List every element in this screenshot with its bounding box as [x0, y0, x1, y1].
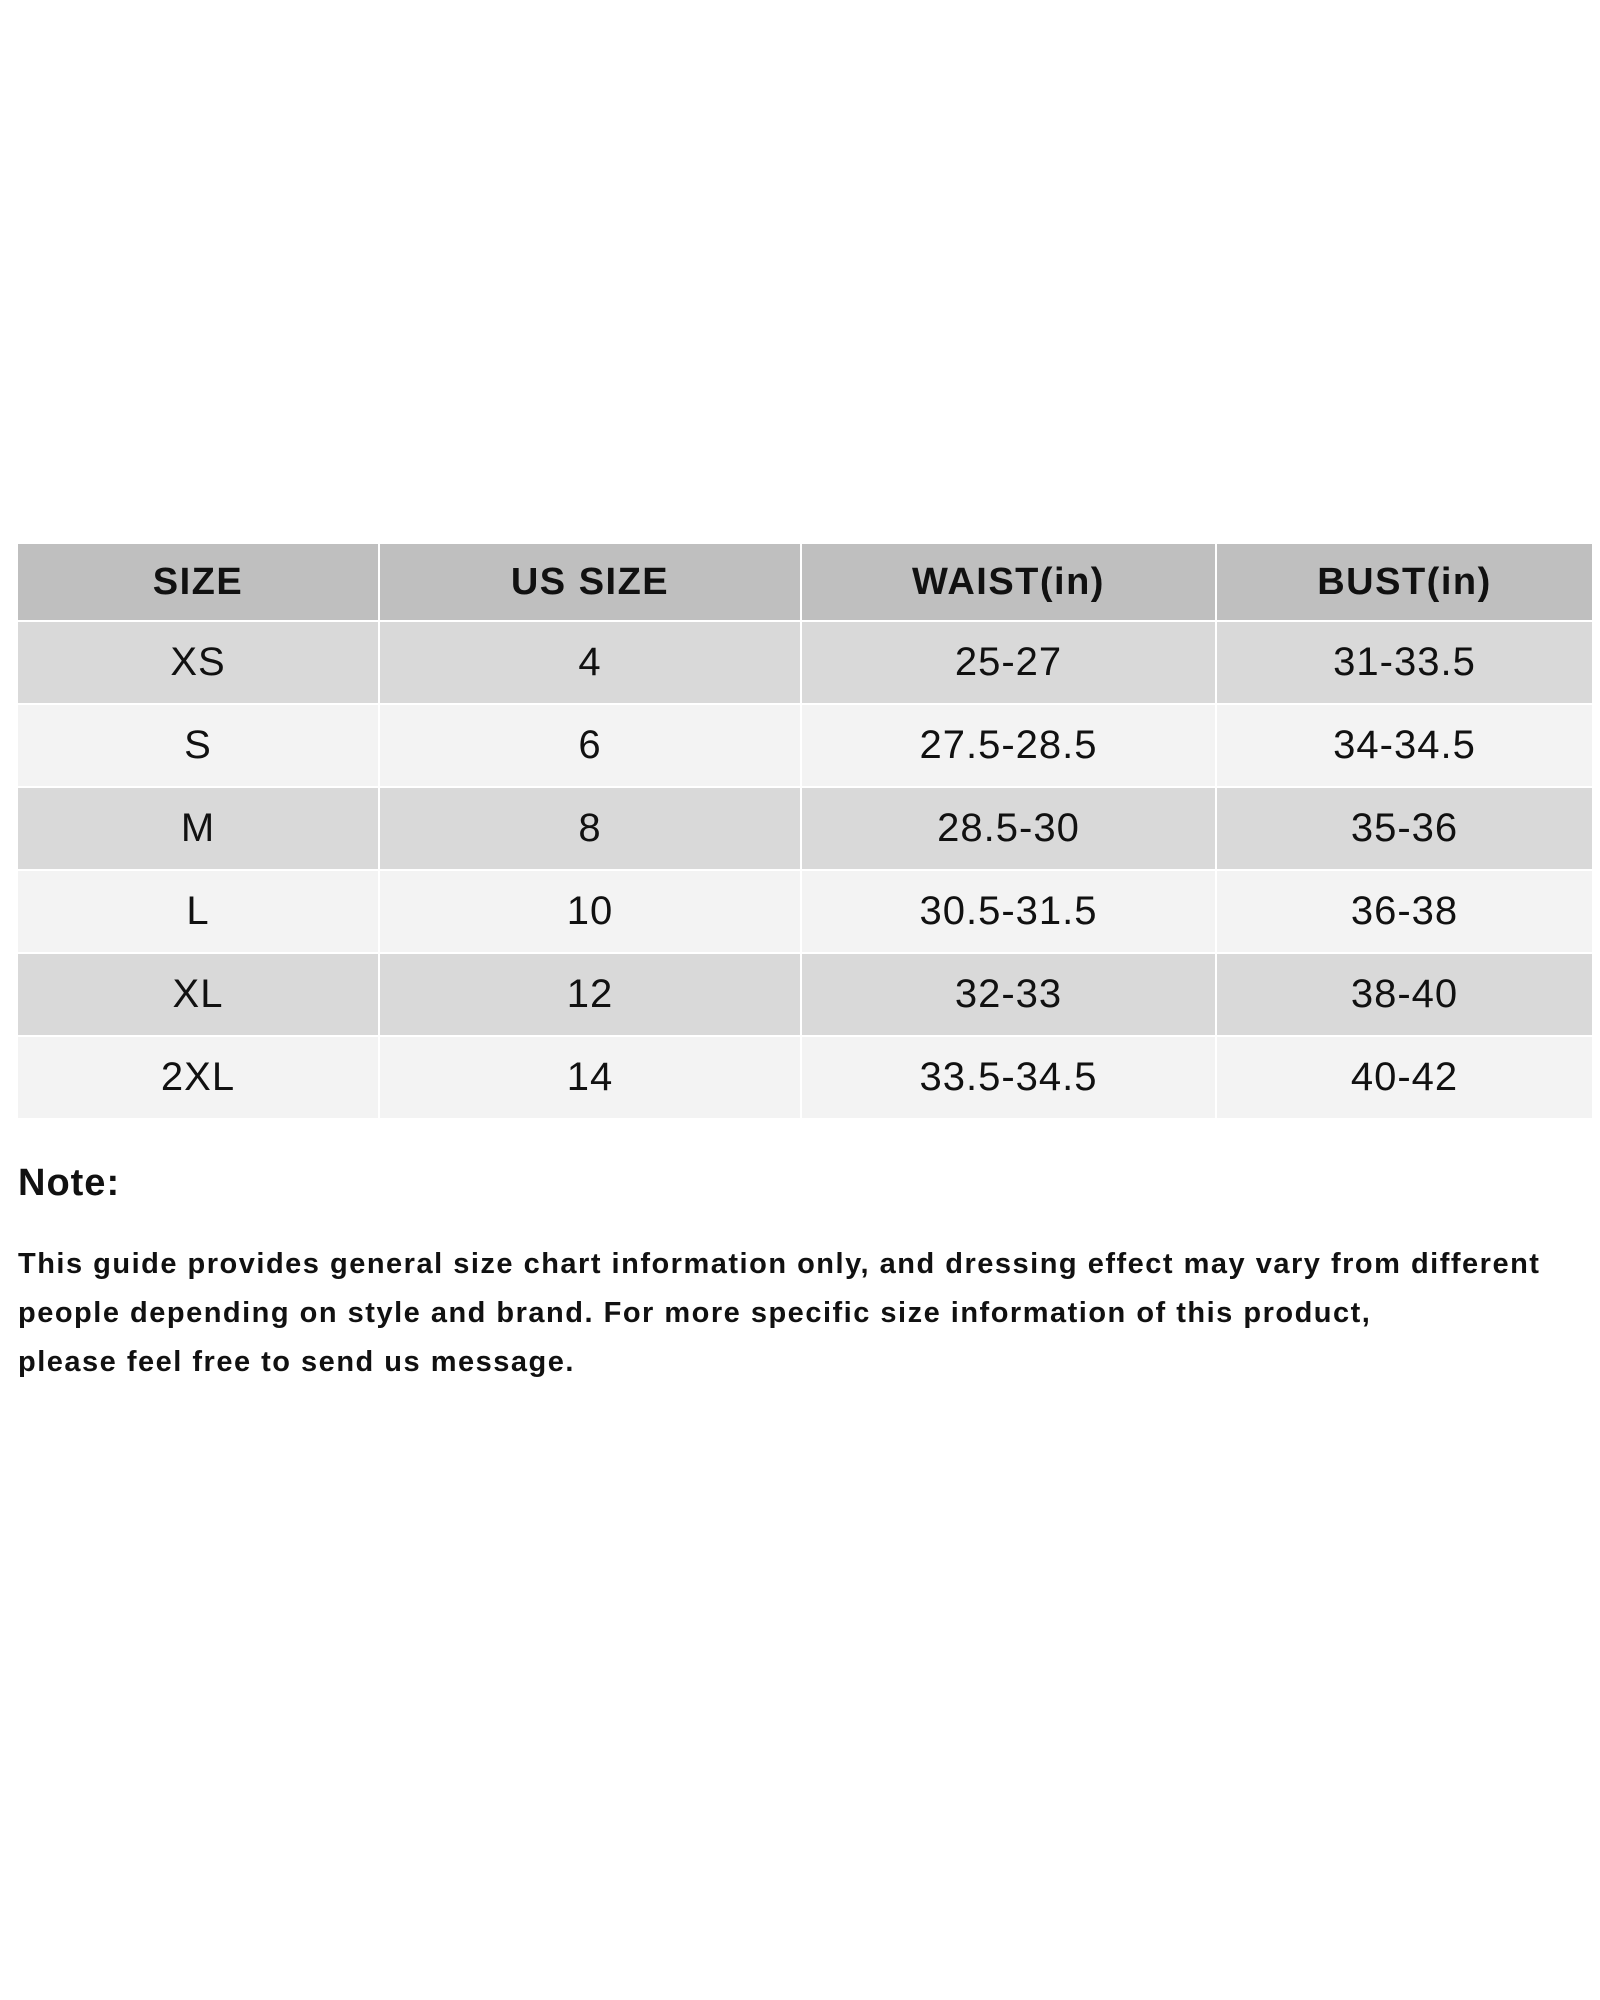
- size-chart-table: [18, 544, 1592, 1118]
- cell-us-size: 10: [379, 870, 801, 953]
- header-size: SIZE: [18, 544, 379, 621]
- cell-waist: 27.5-28.5: [801, 704, 1216, 787]
- cell-bust: 38-40: [1216, 953, 1592, 1036]
- note-heading: Note:: [18, 1162, 121, 1204]
- table-row: [18, 953, 1592, 1036]
- cell-size: XS: [18, 621, 379, 704]
- cell-waist: 30.5-31.5: [801, 870, 1216, 953]
- cell-waist: 32-33: [801, 953, 1216, 1036]
- cell-us-size: 6: [379, 704, 801, 787]
- cell-waist: 33.5-34.5: [801, 1036, 1216, 1118]
- cell-us-size: 8: [379, 787, 801, 870]
- note-line: people depending on style and brand. For more specific size information of this product,: [18, 1297, 1372, 1329]
- cell-us-size: 14: [379, 1036, 801, 1118]
- cell-us-size: 4: [379, 621, 801, 704]
- cell-bust: 31-33.5: [1216, 621, 1592, 704]
- cell-size: XL: [18, 953, 379, 1036]
- note-line: This guide provides general size chart information only, and dressing effect may vary from different: [18, 1248, 1541, 1280]
- table-row: [18, 1036, 1592, 1118]
- cell-bust: 35-36: [1216, 787, 1592, 870]
- table-row: [18, 870, 1592, 953]
- cell-us-size: 12: [379, 953, 801, 1036]
- header-bust: BUST(in): [1216, 544, 1592, 621]
- cell-size: L: [18, 870, 379, 953]
- cell-size: 2XL: [18, 1036, 379, 1118]
- table-header-row: [18, 544, 1592, 621]
- cell-size: M: [18, 787, 379, 870]
- table-row: [18, 704, 1592, 787]
- cell-waist: 25-27: [801, 621, 1216, 704]
- table-row: [18, 787, 1592, 870]
- cell-bust: 36-38: [1216, 870, 1592, 953]
- cell-bust: 34-34.5: [1216, 704, 1592, 787]
- note-line: please feel free to send us message.: [18, 1346, 575, 1378]
- header-waist: WAIST(in): [801, 544, 1216, 621]
- note-body: [18, 1240, 1598, 1387]
- header-us-size: US SIZE: [379, 544, 801, 621]
- cell-waist: 28.5-30: [801, 787, 1216, 870]
- cell-bust: 40-42: [1216, 1036, 1592, 1118]
- cell-size: S: [18, 704, 379, 787]
- table-row: [18, 621, 1592, 704]
